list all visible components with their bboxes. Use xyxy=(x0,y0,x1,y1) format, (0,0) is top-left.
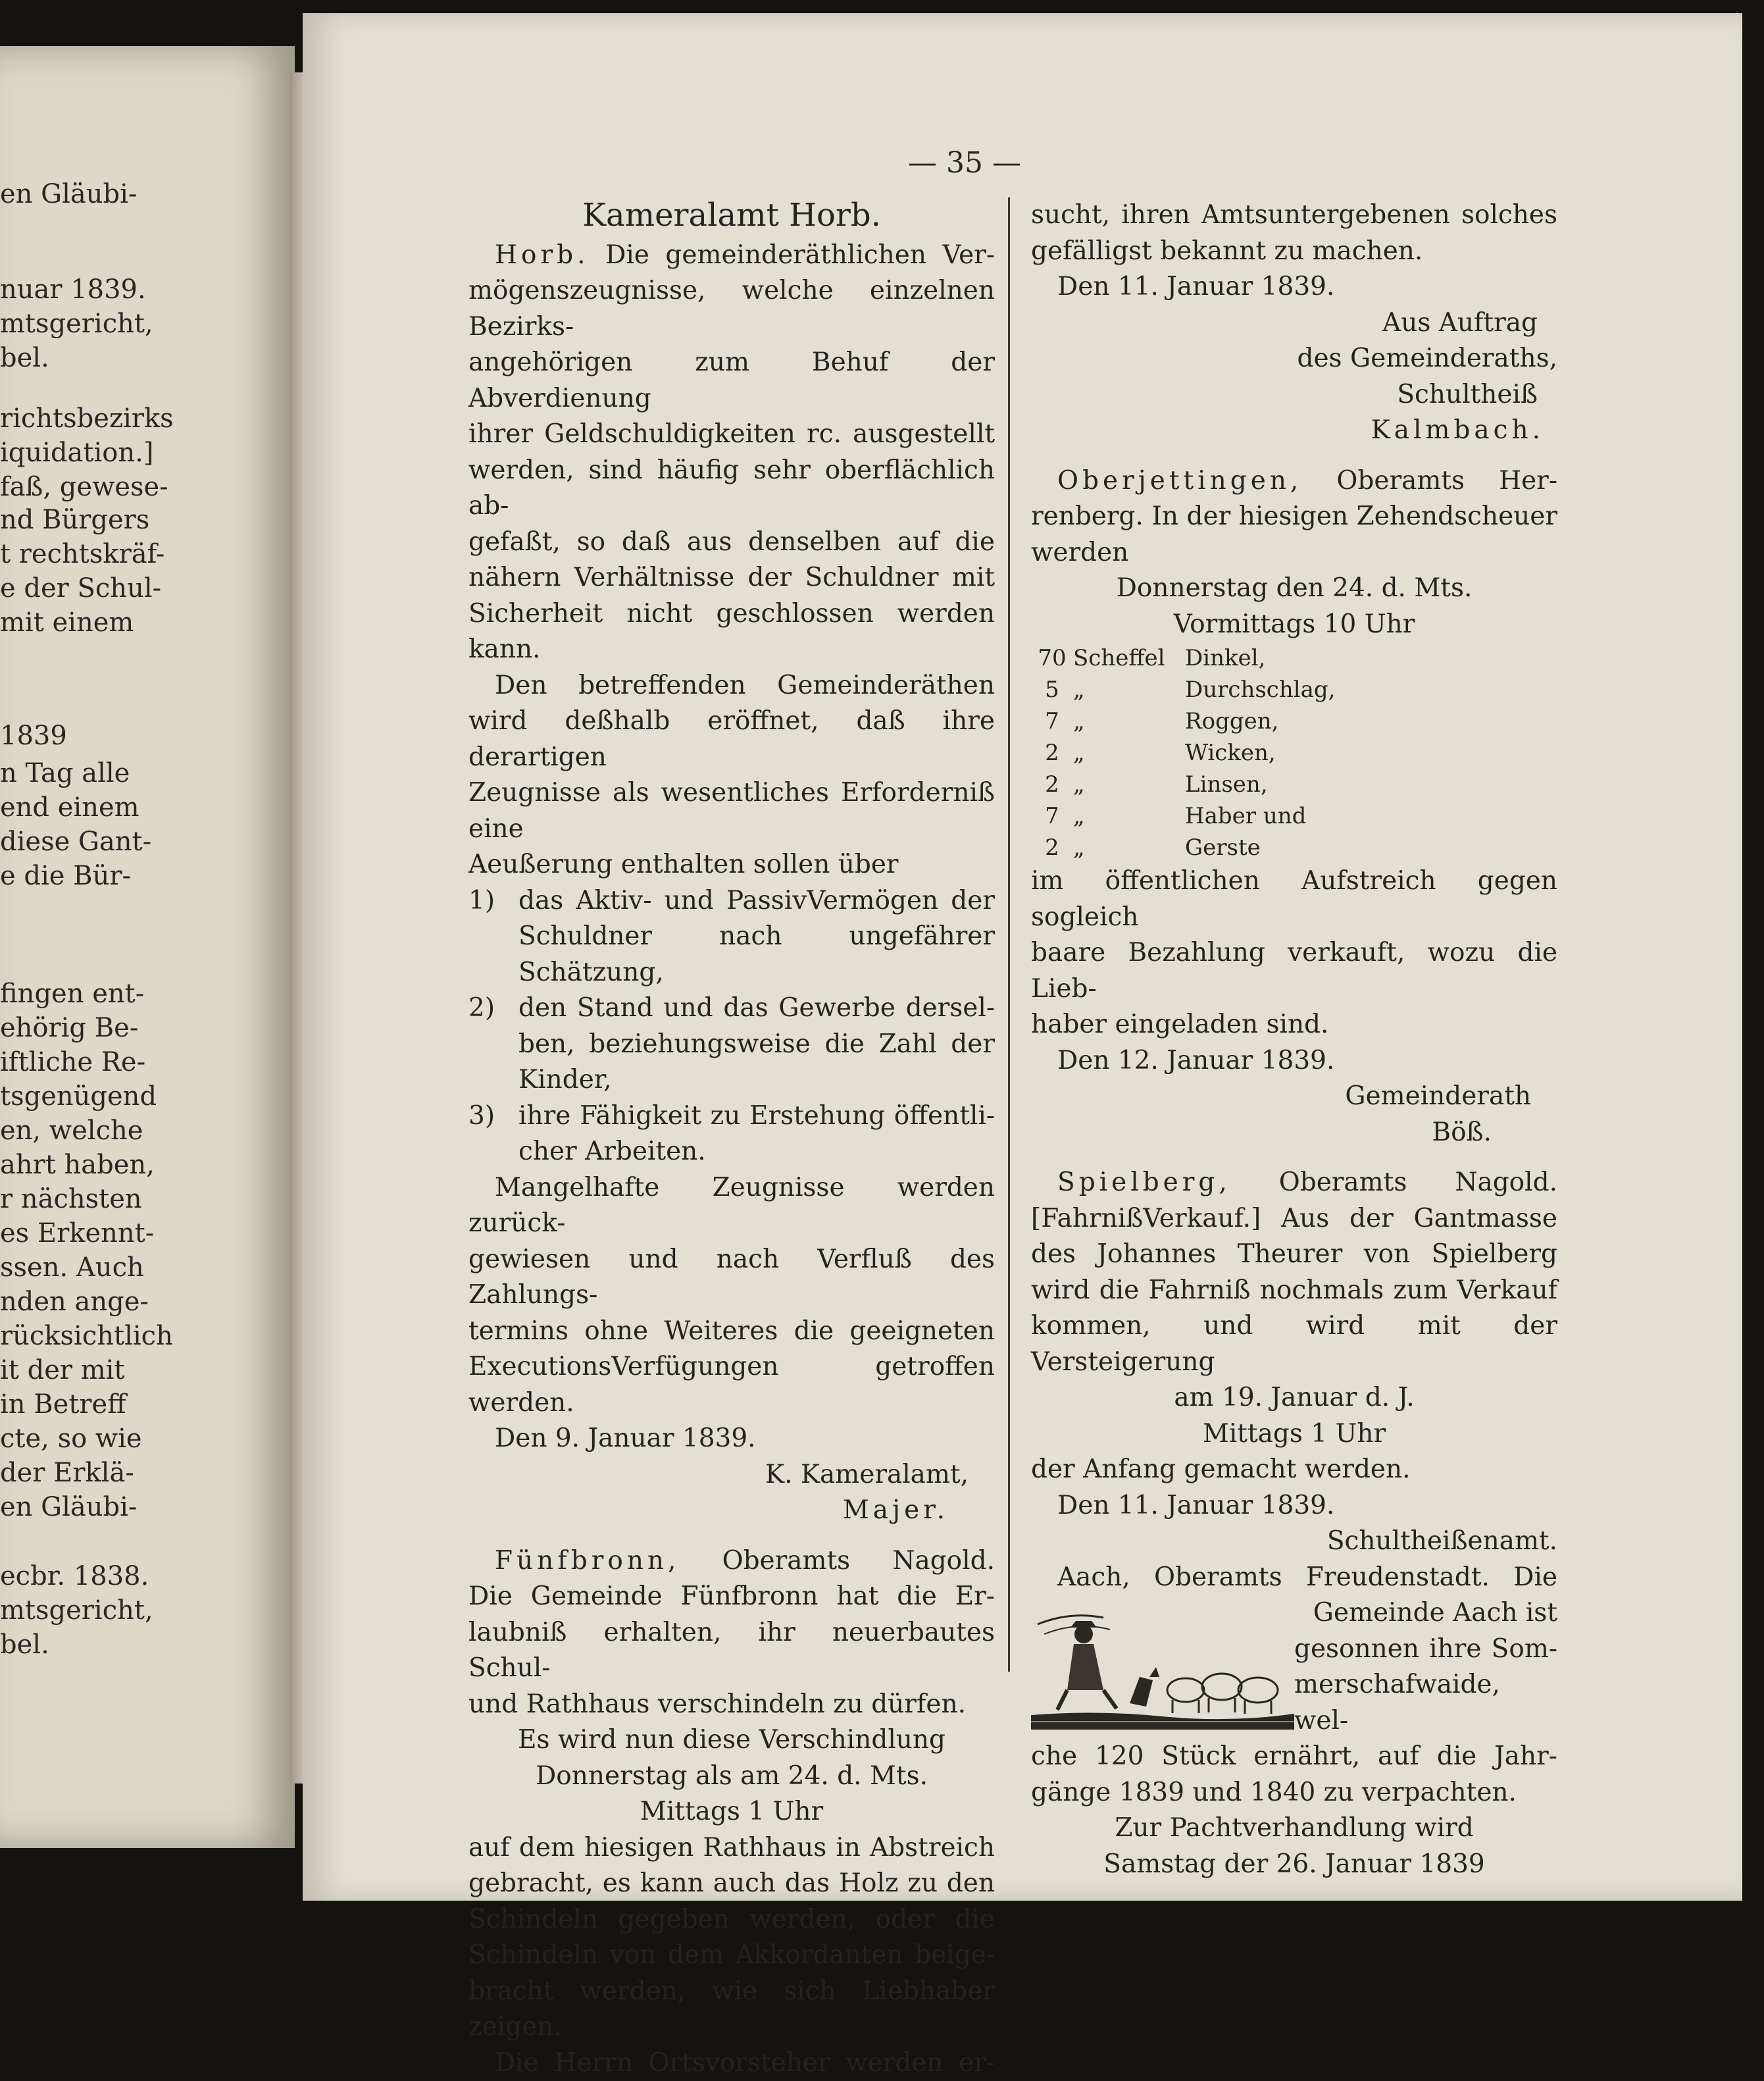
column-left xyxy=(468,197,995,2081)
place-horb: Horb. xyxy=(495,240,590,270)
left-page-line: rücksichtlich xyxy=(0,1323,173,1349)
left-page-line: r nächsten xyxy=(0,1186,142,1212)
left-page-line: faß, gewese- xyxy=(0,474,168,500)
list-item: 1) das Aktiv- und PassivVermögen der Schuldner nach ungefährer Schätzung, xyxy=(468,883,995,991)
date-line: Den 9. Januar 1839. xyxy=(468,1421,995,1457)
left-page-line: 1839 xyxy=(0,723,67,749)
place-oberjettingen: Oberjettingen, xyxy=(1057,466,1302,496)
table-row xyxy=(1031,832,1557,863)
grain-item: Gerste xyxy=(1185,832,1557,863)
signature-office: Schultheißenamt. xyxy=(1031,1524,1557,1560)
grain-unit: „ xyxy=(1073,737,1185,769)
left-page-line: nden ange- xyxy=(0,1289,149,1315)
grain-unit: Scheffel xyxy=(1073,642,1185,674)
signature-name: Majer. xyxy=(468,1493,995,1529)
left-page-line: cte, so wie xyxy=(0,1426,142,1452)
grain-item: Wicken, xyxy=(1185,737,1557,769)
notice-spielberg: Spielberg, Oberamts Nagold. [FahrnißVerkauf.] Aus der Gantmasse des Johannes Theurer von Spielberg wird die Fahrniß nochmals zum Verkauf kommen, und wird mit der Versteigerung am 19. Januar d. J. Mittags 1 Uhr der Anfang gemacht werden. Den 11. Januar 1839. Schultheißenamt. xyxy=(1031,1165,1557,1560)
left-page-line: mit einem xyxy=(0,609,134,636)
shepherd-with-sheep-woodcut xyxy=(1031,1598,1294,1730)
date-line: Den 12. Januar 1839. xyxy=(1031,1043,1557,1079)
table-row xyxy=(1031,800,1557,832)
left-page-line: nd Bürgers xyxy=(0,507,149,533)
left-page-line: bel. xyxy=(0,345,49,371)
left-page-line: ecbr. 1838. xyxy=(0,1563,149,1589)
table-row xyxy=(1031,706,1557,737)
left-page-line: es Erkennt- xyxy=(0,1220,154,1246)
signature-name: Böß. xyxy=(1031,1115,1557,1151)
list-item: 3) ihre Fähigkeit zu Erstehung öffentli- cher Arbeiten. xyxy=(468,1098,995,1170)
notice-oberjettingen: Oberjettingen, Oberamts Her- renberg. In der hiesigen Zehendscheuer werden Donnerstag den 24. d. Mts. Vormittags 10 Uhr 70 Scheffel Dinkel, 5 „ Durchschlag, 7 „ Roggen, 2 „ Wicken, 2 „ Linsen, 7 „ Haber und 2 „ Gerste im öffentlichen Aufstreich gegen sogleich baare Bezahlung verkauft, wozu die Lieb- haber eingeladen sind. Den 12. Januar 1839. Gemeinderath Böß. xyxy=(1031,463,1557,1151)
left-page-line: bel. xyxy=(0,1631,49,1658)
left-page-fragment xyxy=(0,46,295,1848)
signature-name: Kalmbach. xyxy=(1031,413,1557,449)
grain-qty: 7 xyxy=(1031,800,1073,832)
section-heading-kameralamt-horb: Kameralamt Horb. xyxy=(468,197,995,234)
left-page-line: fingen ent- xyxy=(0,981,144,1007)
left-page-line: diese Gant- xyxy=(0,829,151,855)
left-page-line: iquidation.] xyxy=(0,440,153,466)
list-item: 2) den Stand und das Gewerbe dersel- ben, beziehungsweise die Zahl der Kinder, xyxy=(468,990,995,1098)
left-page-line: en, welche xyxy=(0,1118,143,1144)
left-page-line: ahrt haben, xyxy=(0,1152,155,1178)
notice-fuenfbronn: Fünfbronn, Oberamts Nagold. Die Gemeinde Fünfbronn hat die Er- laubniß erhalten, ihr neuerbautes Schul- und Rathhaus verschindeln zu dürfen. Es wird nun diese Verschindlung Donnerstag als am 24. d. Mts. Mittags 1 Uhr auf dem hiesigen Rathhaus in Abstreich gebracht, es kann auch das Holz zu den Schindeln gegeben werden, oder die Schindeln von dem Akkordanten beige- bracht werden, wie sich Liebhaber zeigen. Die Herrn Ortsvorsteher werden er- xyxy=(468,1543,995,2081)
table-row xyxy=(1031,674,1557,706)
grain-list xyxy=(1031,642,1557,863)
grain-unit: „ xyxy=(1073,800,1185,832)
left-page-line: der Erklä- xyxy=(0,1460,134,1486)
table-row xyxy=(1031,642,1557,674)
grain-item: Linsen, xyxy=(1185,769,1557,800)
column-right: sucht, ihren Amtsuntergebenen solches gefälligst bekannt zu machen. Den 11. Januar 1839. Aus Auftrag des Gemeinderaths, Schultheiß Kalmbach. Oberjettingen, Oberamts Her- renberg. In der hiesigen Zehendscheuer werden Donnerstag den 24. d. Mts. Vormittags 10 Uhr 70 Scheffel Dinkel, 5 „ Durchschlag, 7 „ Roggen, 2 „ Wicken, 2 „ Linsen, 7 „ Haber und 2 „ Gerste im öffentlichen Aufstreich gegen sogleich baare Bezahlung verkauft, wozu die Lieb- haber eingeladen sind. Den 12. Januar 1839. Gemeinderath Böß. Spielberg, Oberamts Nagold. [FahrnißVerkauf.] Aus der Gantmasse des Johannes Theurer von Spielberg wird die Fahrniß nochmals zum Verkauf kommen, und wird mit der Versteigerung am 19. Januar d. J. Mittags 1 Uhr der Anfang gemacht werden. Den 11. Januar 1839. Schultheißenamt. Aach, Oberamts Freudenstadt. Die Gemeinde Aach ist gesonnen ihre Som- merschafwaide, wel- che 120 Stück ernährt, auf die Jahr- gänge 1839 und 1840 zu verpachten. Zur Pachtverhandlung wird Samstag der 26. Januar 1839 xyxy=(1031,197,1557,1882)
left-page-line: en Gläubi- xyxy=(0,1494,137,1520)
date-line: Den 11. Januar 1839. xyxy=(1031,1488,1557,1524)
grain-unit: „ xyxy=(1073,674,1185,706)
grain-item: Roggen, xyxy=(1185,706,1557,737)
left-page-line: richtsbezirks xyxy=(0,405,174,432)
column-divider xyxy=(1008,197,1010,1672)
left-page-line: ehörig Be- xyxy=(0,1015,138,1041)
grain-qty: 2 xyxy=(1031,769,1073,800)
table-row xyxy=(1031,769,1557,800)
grain-qty: 70 xyxy=(1031,642,1073,674)
table-row xyxy=(1031,737,1557,769)
grain-unit: „ xyxy=(1073,706,1185,737)
left-page-line: n Tag alle xyxy=(0,760,130,786)
left-page-line: tsgenügend xyxy=(0,1083,157,1110)
notice-aach: Aach, Oberamts Freudenstadt. Die Gemeinde Aach ist gesonnen ihre Som- merschafwaide, wel- che 120 Stück ernährt, auf die Jahr- gänge 1839 und 1840 zu verpachten. Zur Pachtverhandlung wird Samstag der 26. Januar 1839 xyxy=(1031,1560,1557,1883)
signature-office: K. Kameralamt, xyxy=(468,1457,995,1493)
left-page-line: ssen. Auch xyxy=(0,1254,144,1281)
left-page-line: e der Schul- xyxy=(0,575,161,602)
left-page-line: e die Bür- xyxy=(0,863,131,889)
left-page-line: mtsgericht, xyxy=(0,1597,153,1624)
left-page-line: nuar 1839. xyxy=(0,276,146,303)
grain-unit: „ xyxy=(1073,769,1185,800)
left-page-line: it der mit xyxy=(0,1357,125,1383)
left-page-line: end einem xyxy=(0,794,139,821)
grain-unit: „ xyxy=(1073,832,1185,863)
left-page-line: t rechtskräf- xyxy=(0,541,164,567)
date-line: Den 11. Januar 1839. xyxy=(1031,269,1557,305)
grain-qty: 2 xyxy=(1031,832,1073,863)
left-page-line: iftliche Re- xyxy=(0,1049,145,1075)
notice-horb: Horb. Die gemeinderäthlichen Ver- mögenszeugnisse, welche einzelnen Bezirks- angehörigen zum Behuf der Abverdienung ihrer Geldschuldigkeiten rc. ausgestellt werden, sind häufig sehr oberflächlich ab- gefaßt, so daß aus denselben auf die nähern Verhältnisse der Schuldner mit Sicherheit nicht geschlossen werden kann. Den betreffenden Gemeinderäthen wird deßhalb eröffnet, daß ihre derartigen Zeugnisse als wesentliches Erforderniß eine Aeußerung enthalten sollen über 1) das Aktiv- und PassivVermögen der Schuldner nach ungefährer Schätzung, 2) den Stand und das Gewerbe dersel- ben, beziehungsweise die Zahl der Kinder, 3) ihre Fähigkeit zu Erstehung öffentli- cher Arbeiten. Mangelhafte Zeugnisse werden zurück- gewiesen und nach Verfluß des Zahlungs- termins ohne Weiteres die geeigneten ExecutionsVerfügungen getroffen werden. Den 9. Januar 1839. K. Kameralamt, Majer. xyxy=(468,238,995,1529)
grain-item: Haber und xyxy=(1185,800,1557,832)
place-spielberg: Spielberg, xyxy=(1057,1168,1231,1197)
grain-item: Durchschlag, xyxy=(1185,674,1557,706)
left-page-line: mtsgericht, xyxy=(0,311,153,337)
grain-qty: 7 xyxy=(1031,706,1073,737)
grain-qty: 5 xyxy=(1031,674,1073,706)
left-page-line: en Gläubi- xyxy=(0,181,137,207)
grain-qty: 2 xyxy=(1031,737,1073,769)
place-fuenfbronn: Fünfbronn, xyxy=(495,1546,680,1576)
left-page-line: in Betreff xyxy=(0,1391,126,1418)
page-number: — 35 — xyxy=(908,146,1021,180)
grain-item: Dinkel, xyxy=(1185,642,1557,674)
